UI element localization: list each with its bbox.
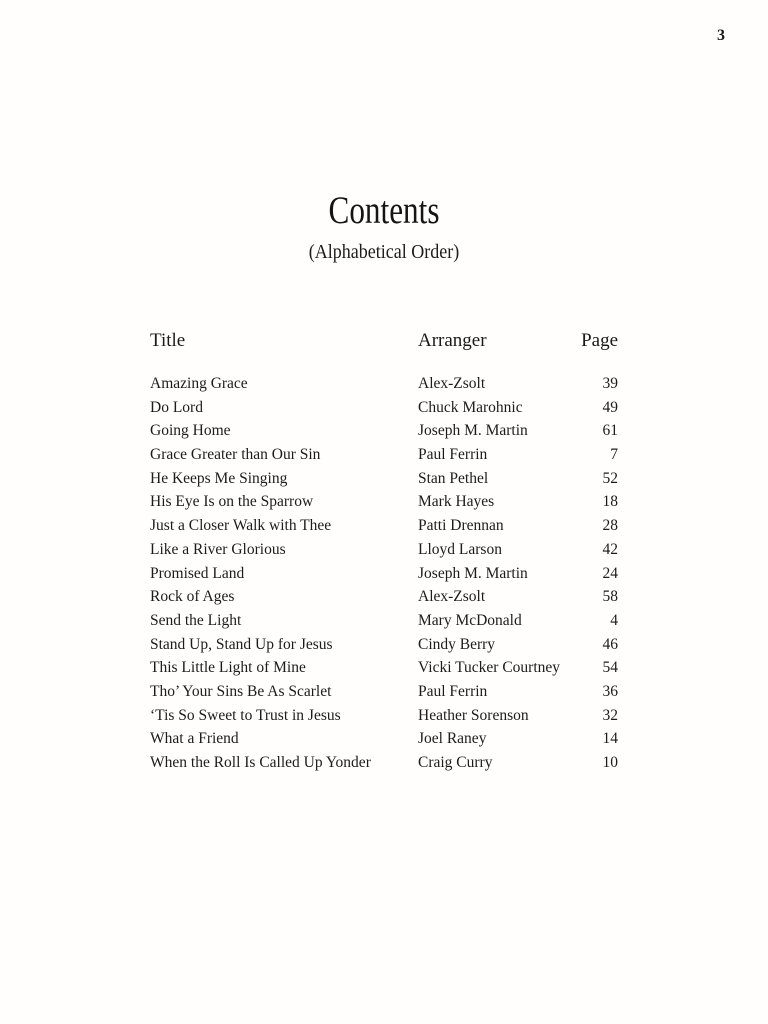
table-row — [150, 467, 618, 491]
song-page: 49 — [602, 398, 618, 416]
song-page: 14 — [602, 730, 618, 748]
song-page: 39 — [602, 375, 618, 392]
song-title: Going Home — [150, 422, 231, 440]
song-title: Rock of Ages — [150, 588, 235, 606]
table-row — [150, 585, 618, 609]
page-number: 3 — [717, 27, 725, 44]
song-page: 7 — [610, 446, 618, 464]
song-title: This Little Light of Mine — [150, 659, 306, 677]
song-page: 36 — [602, 682, 618, 700]
column-header-page: Page — [581, 330, 618, 351]
table-header-row — [150, 331, 618, 351]
song-title: His Eye Is on the Sparrow — [150, 493, 314, 511]
song-arranger: Joseph M. Martin — [418, 564, 528, 582]
page-title: Contents — [328, 189, 440, 232]
song-arranger: Alex-Zsolt — [418, 588, 486, 606]
table-row — [150, 680, 618, 704]
song-title: Tho’ Your Sins Be As Scarlet — [150, 682, 332, 700]
table-row — [150, 656, 618, 680]
song-arranger: Chuck Marohnic — [418, 398, 523, 416]
song-title: Send the Light — [150, 611, 242, 629]
column-header-arranger: Arranger — [418, 330, 487, 351]
table-of-contents — [150, 331, 618, 775]
table-row — [150, 609, 618, 633]
song-page: 58 — [602, 588, 618, 606]
song-arranger: Joseph M. Martin — [418, 422, 528, 440]
table-row — [150, 727, 618, 751]
song-title: Like a River Glorious — [150, 540, 286, 558]
table-row — [150, 419, 618, 443]
song-title: ‘Tis So Sweet to Trust in Jesus — [150, 706, 341, 724]
table-row — [150, 633, 618, 657]
song-arranger: Cindy Berry — [418, 635, 496, 653]
song-title: Do Lord — [150, 398, 203, 416]
song-page: 52 — [602, 469, 618, 487]
song-arranger: Mark Hayes — [418, 493, 495, 511]
table-row — [150, 443, 618, 467]
song-arranger: Stan Pethel — [418, 469, 489, 487]
song-page: 10 — [602, 754, 618, 771]
table-row — [150, 538, 618, 562]
song-title: Grace Greater than Our Sin — [150, 446, 321, 464]
song-title: Promised Land — [150, 564, 245, 582]
song-title: Amazing Grace — [150, 375, 248, 392]
table-row — [150, 562, 618, 586]
table-row — [150, 751, 618, 775]
song-arranger: Patti Drennan — [418, 517, 504, 535]
song-title: What a Friend — [150, 730, 239, 748]
song-page: 46 — [602, 635, 618, 653]
song-title: He Keeps Me Singing — [150, 469, 288, 487]
song-page: 32 — [602, 706, 618, 724]
song-arranger: Craig Curry — [418, 754, 493, 771]
song-page: 61 — [602, 422, 618, 440]
song-title: Stand Up, Stand Up for Jesus — [150, 635, 333, 653]
table-row — [150, 396, 618, 420]
column-header-title: Title — [150, 330, 186, 351]
song-page: 4 — [610, 611, 618, 629]
table-body — [150, 372, 618, 775]
song-arranger: Alex-Zsolt — [418, 375, 486, 392]
song-arranger: Lloyd Larson — [418, 540, 502, 558]
song-title: When the Roll Is Called Up Yonder — [150, 754, 371, 771]
song-arranger: Paul Ferrin — [418, 682, 488, 700]
song-page: 24 — [602, 564, 618, 582]
table-row — [150, 372, 618, 396]
song-page: 54 — [602, 659, 618, 677]
table-row — [150, 514, 618, 538]
page-subtitle: (Alphabetical Order) — [308, 241, 460, 263]
song-arranger: Mary McDonald — [418, 611, 522, 629]
song-arranger: Joel Raney — [418, 730, 487, 748]
table-row — [150, 704, 618, 728]
song-page: 42 — [602, 540, 618, 558]
song-arranger: Paul Ferrin — [418, 446, 488, 464]
song-page: 18 — [602, 493, 618, 511]
song-page: 28 — [602, 517, 618, 535]
song-title: Just a Closer Walk with Thee — [150, 517, 332, 535]
table-row — [150, 490, 618, 514]
song-arranger: Heather Sorenson — [418, 706, 529, 724]
song-arranger: Vicki Tucker Courtney — [418, 659, 561, 677]
